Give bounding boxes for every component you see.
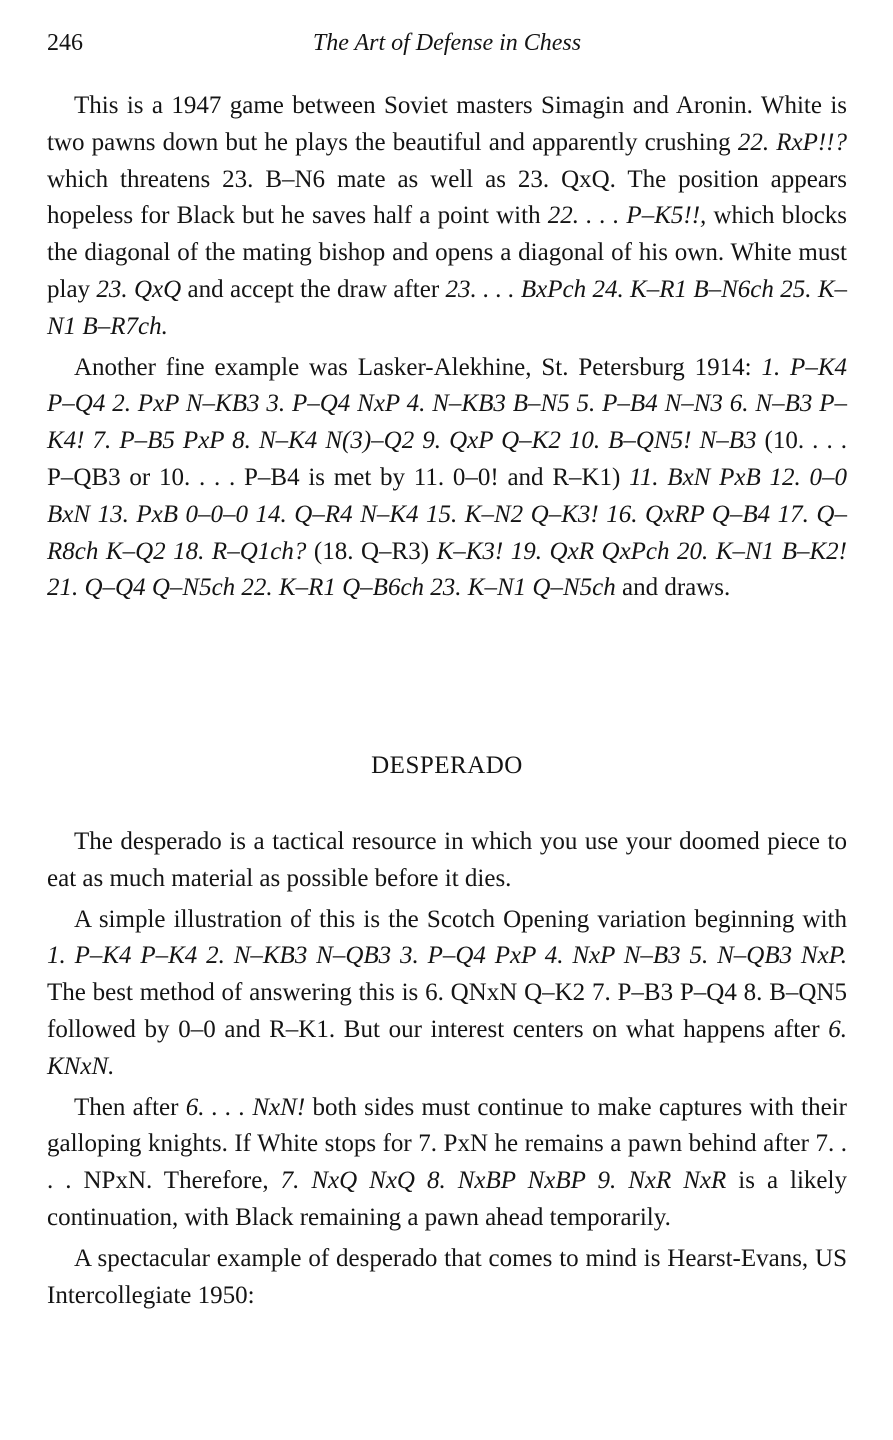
chess-notation: 6. . . . NxN! — [185, 1093, 306, 1121]
running-title: The Art of Defense in Chess — [312, 30, 582, 56]
chess-notation: K–K3! 19. QxR QxPch 20. K–N1 B–K2! 21. Q–Q4 Q–N5ch 22. K–R1 Q–B6ch 23. K–N1 Q–N5ch — [47, 537, 847, 602]
text-run: which blocks the diagonal of the mating bishop and opens a diagonal of his own. White must play — [47, 202, 847, 303]
paragraph — [47, 1241, 847, 1315]
page-number: 246 — [47, 30, 83, 56]
paragraph — [47, 1090, 847, 1237]
text-run: and draws. — [615, 574, 731, 602]
chess-notation: 23. . . . BxPch 24. K–R1 B–N6ch 25. K–N1 B–R7ch. — [47, 275, 847, 340]
text-run: Another fine example was Lasker-Alekhine, St. Petersburg 1914: — [74, 353, 762, 381]
paragraph — [47, 88, 847, 346]
chess-notation: 6. KNxN. — [47, 1015, 847, 1080]
text-block-top — [47, 88, 847, 611]
text-run: The desperado is a tactical resource in which you use your doomed piece to eat as much material as possible before it dies. — [47, 828, 847, 892]
text-run: A spectacular example of desperado that comes to mind is Hearst-Evans, US Intercollegiate 1950: — [47, 1244, 847, 1309]
chess-notation: 7. NxQ NxQ 8. NxBP NxBP 9. NxR NxR — [280, 1167, 727, 1195]
text-run: (10. . . . P–QB3 or 10. . . . P–B4 is met by 11. 0–0! and R–K1) — [47, 427, 847, 491]
text-run: both sides must continue to make captures with their galloping knights. If White stops for 7. PxN he remains a pawn behind after 7. . . . NPxN. Therefore, — [47, 1093, 847, 1195]
paragraph — [47, 350, 847, 608]
text-run: which threatens 23. B–N6 mate as well as 23. QxQ. The position appears hopeless for Black but he saves half a point with — [47, 165, 847, 230]
chess-notation: 22. RxP!!? — [737, 128, 848, 156]
text-run: and accept the draw after — [181, 275, 446, 303]
section-heading: DESPERADO — [371, 752, 523, 779]
text-run: is a likely continuation, with Black remaining a pawn ahead temporarily. — [47, 1167, 847, 1231]
paragraph — [47, 824, 847, 898]
text-run: This is a 1947 game between Soviet masters Simagin and Aronin. White is two pawns down but he plays the beautiful and apparently crushing — [47, 92, 847, 156]
chess-notation: 1. P–K4 P–K4 2. N–KB3 N–QB3 3. P–Q4 PxP 4. NxP N–B3 5. N–QB3 NxP. — [47, 942, 847, 970]
page-header — [47, 30, 847, 64]
chess-notation: 11. BxN PxB 12. 0–0 BxN 13. PxB 0–0–0 14. Q–R4 N–K4 15. K–N2 Q–K3! 16. QxRP Q–B4 17. Q–R8ch K–Q2 18. R–Q1ch? — [47, 463, 848, 565]
text-block-bottom — [47, 824, 847, 1318]
text-run: (18. Q–R3) — [306, 537, 437, 565]
paragraph — [47, 902, 847, 1086]
text-run: Then after — [74, 1093, 186, 1121]
text-run: A simple illustration of this is the Scotch Opening variation beginning with — [74, 905, 847, 933]
chess-notation: 1. P–K4 P–Q4 2. PxP N–KB3 3. P–Q4 NxP 4. N–KB3 B–N5 5. P–B4 N–N3 6. N–B3 P–K4! 7. P–B5 PxP 8. N–K4 N(3)–Q2 9. QxP Q–K2 10. B–QN5! N–B3 — [47, 353, 848, 455]
chess-notation: 23. QxQ — [96, 275, 182, 303]
chess-notation: 22. . . . P–K5!!, — [547, 202, 707, 230]
text-run: The best method of answering this is 6. QNxN Q–K2 7. P–B3 P–Q4 8. B–QN5 followed by 0–0 and R–K1. But our interest centers on what happens after — [47, 979, 847, 1043]
